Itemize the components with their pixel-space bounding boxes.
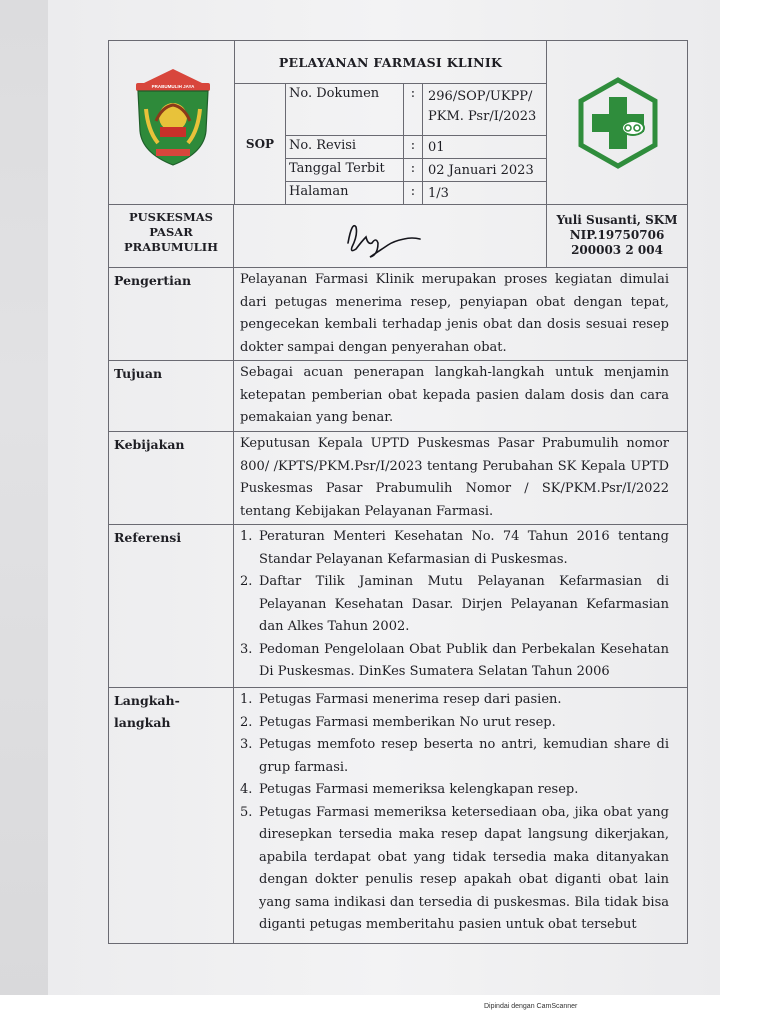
list-item [240,712,669,735]
meta-key: Tanggal Terbit [286,159,404,181]
signature-row [109,205,687,268]
item-number: 5. [240,804,253,820]
item-text: Peraturan Menteri Kesehatan No. 74 Tahun 2016 tentang Standar Pelayanan Kefarmasian di Puskesmas. [259,529,669,567]
list-item [240,639,669,684]
item-text: Daftar Tilik Jaminan Mutu Pelayanan Kefarmasian di Pelayanan Kesehatan Dasar. Dirjen Pelayanan Kefarmasian dan Alkes Tahun 2002. [259,574,669,634]
list-item [240,734,669,779]
meta-value: 296/SOP/UKPP/ PKM. Psr/I/2023 [428,89,537,124]
meta-value: 01 [428,140,445,155]
signer-nip: NIP.19750706 [569,228,665,242]
list-item [240,526,669,571]
list-item [240,571,669,639]
meta-table [286,84,546,204]
meta-block [235,84,546,204]
section-tujuan [109,361,687,432]
list-item [240,802,669,937]
puskesmas-logo-cell [547,41,687,204]
section-referensi [109,525,687,688]
puskesmas-cross-icon [577,77,659,169]
list-item [240,779,669,802]
meta-separator: : [404,182,423,204]
document-title: PELAYANAN FARMASI KLINIK [235,41,546,84]
signer-nip-continued: 200003 2 004 [571,243,663,257]
section-label: Referensi [109,525,234,687]
item-text: Petugas Farmasi memberikan No urut resep. [259,714,556,730]
item-text: Petugas Farmasi menerima resep dari pasien. [259,692,562,707]
sop-label: SOP [235,84,286,204]
item-number: 2. [240,714,253,730]
item-number: 1. [240,692,253,707]
item-text: Petugas Farmasi memeriksa kelengkapan resep. [259,782,579,797]
meta-tanggal-terbit [286,159,546,182]
section-label: Langkah-langkah [109,688,234,943]
item-number: 4. [240,782,253,797]
unit-name: PUSKESMAS PASAR PRABUMULIH [109,205,234,267]
item-number: 3. [240,737,253,752]
item-number: 1. [240,529,253,544]
section-text: Sebagai acuan penerapan langkah-langkah untuk menjamin ketepatan pemberian obat kepada pasien dalam dosis dan cara pemakaian yang benar. [240,365,669,425]
section-pengertian [109,268,687,361]
meta-key: No. Dokumen [286,84,404,135]
list-item [240,689,669,712]
meta-no-dokumen [286,84,546,136]
meta-halaman [286,182,546,204]
header-center [235,41,547,204]
section-label: Tujuan [109,361,234,431]
meta-separator: : [404,84,423,135]
signer-block [547,205,687,267]
section-list [234,525,687,687]
meta-no-revisi [286,136,546,159]
section-text: Pelayanan Farmasi Klinik merupakan proses kegiatan dimulai dari petugas menerima resep, penyiapan obat dengan tepat, pengecekan kembali terhadap jenis obat dan dosis sesuai resep dokter sampai dengan penyerahan obat. [240,272,669,355]
section-label: Kebijakan [109,432,234,524]
section-langkah [109,688,687,943]
item-text: Pedoman Pengelolaan Obat Publik dan Perbekalan Kesehatan Di Puskesmas. DinKes Sumatera Selatan Tahun 2006 [259,641,669,679]
section-text: Keputusan Kepala UPTD Puskesmas Pasar Prabumulih nomor 800/ /KPTS/PKM.Psr/I/2023 tentang Perubahan SK Kepala UPTD Puskesmas Pasar Prabumulih Nomor / SK/PKM.Psr/I/2022 tentang Kebijakan Pelayanan Farmasi. [240,436,669,519]
item-text: Petugas memfoto resep beserta no antri, kemudian share di grup farmasi. [259,737,669,775]
section-list [234,688,687,943]
item-number: 2. [240,574,253,589]
item-text: Petugas Farmasi memeriksa ketersediaan oba, jika obat yang diresepkan tersedia maka resep dapat langsung dikerjakan, apabila terdapat obat yang tidak tersedia maka ditanyakan dengan dokter penulis resep apakah obat diganti obat lain yang sama indikasi dan tersedia di puskesmas. Bila tidak bisa diganti petugas memberitahu pasien untuk obat tersebut [259,804,669,932]
meta-key: No. Revisi [286,136,404,158]
section-kebijakan [109,432,687,525]
signer-name: Yuli Susanti, SKM [556,213,678,227]
section-label: Pengertian [109,268,234,360]
signature-area [234,205,547,267]
sop-document [108,40,688,944]
meta-value: 02 Januari 2023 [428,163,534,178]
document-header [109,41,687,205]
meta-separator: : [404,159,423,181]
scanner-watermark: Dipindai dengan CamScanner [484,1003,578,1010]
meta-value: 1/3 [428,186,449,201]
city-emblem-text: PRABUMULIH JAYA [151,84,195,89]
meta-key: Halaman [286,182,404,204]
handwritten-signature [342,213,432,263]
meta-separator: : [404,136,423,158]
item-number: 3. [240,641,253,657]
city-logo-cell [109,41,235,204]
